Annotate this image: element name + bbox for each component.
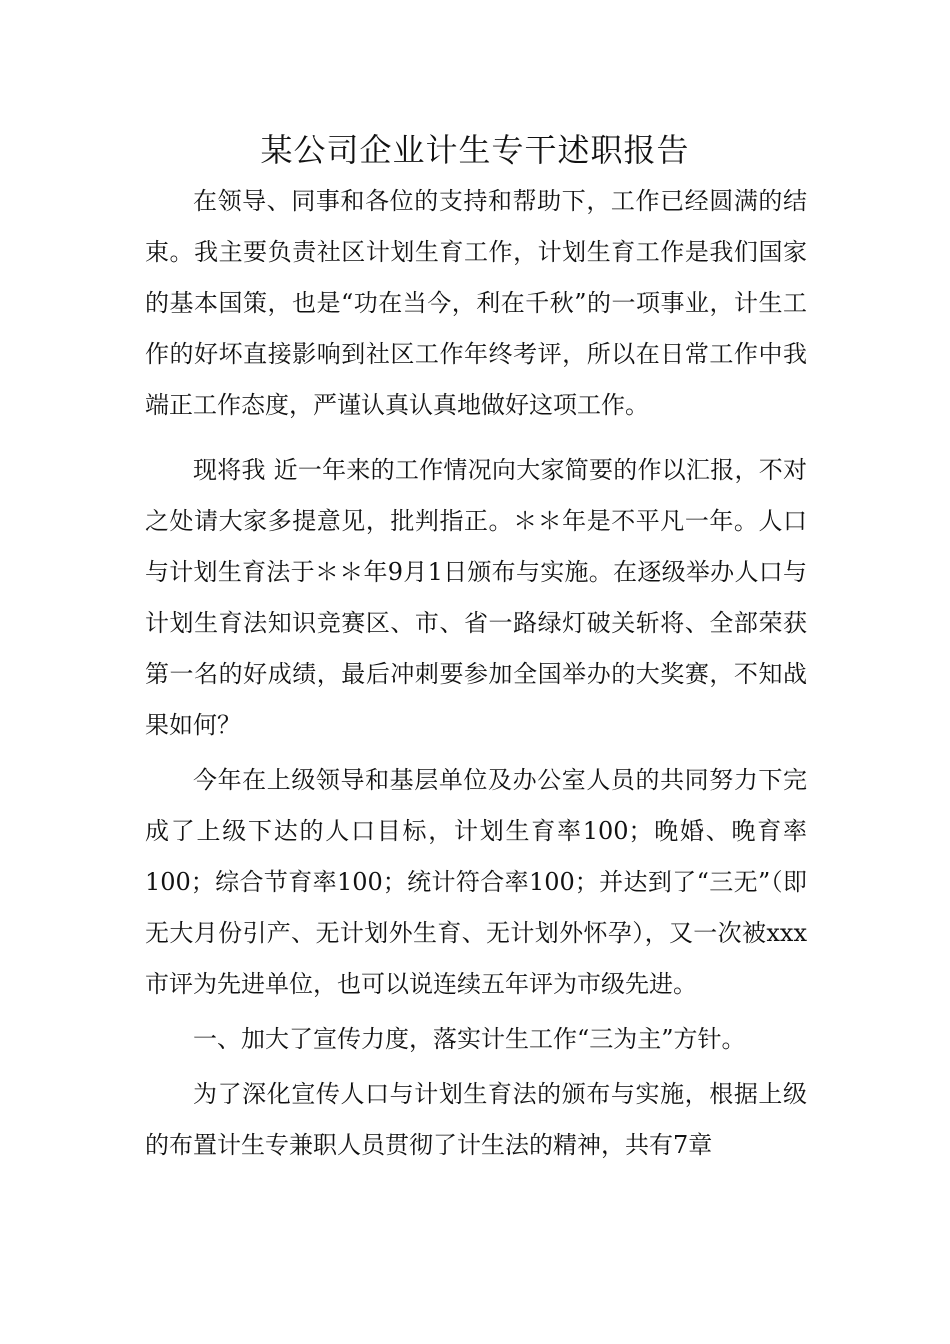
paragraph-intro: 在领导、同事和各位的支持和帮助下，工作已经圆满的结束。我主要负责社区计划生育工作，计划生育工作是我们国家的基本国策，也是“功在当今，利在千秋”的一项事业，计生工作的好坏直接影响到社区工作年终考评，所以在日常工作中我端正工作态度，严谨认真认真地做好这项工作。 [145, 187, 807, 419]
document-body [145, 176, 807, 1171]
paragraph-report-summary: 现将我 近一年来的工作情况向大家简要的作以汇报，不对之处请大家多提意见，批判指正。＊＊年是不平凡一年。人口与计划生育法于＊＊年9月1日颁布与实施。在逐级举办人口与计划生育法知识竞赛区、市、省一路绿灯破关斩将、全部荣获第一名的好成绩，最后冲刺要参加全国举办的大奖赛，不知战果如何？ [145, 456, 807, 739]
paragraph-annual-results: 今年在上级领导和基层单位及办公室人员的共同努力下完成了上级下达的人口目标，计划生育率100；晚婚、晚育率100；综合节育率100；统计符合率100；并达到了“三无”（即无大月份引产、无计划外生育、无计划外怀孕），又一次被xxx市评为先进单位，也可以说连续五年评为市级先进。 [145, 766, 807, 998]
paragraph-publicity: 为了深化宣传人口与计划生育法的颁布与实施，根据上级的布置计生专兼职人员贯彻了计生法的精神，共有7章 [145, 1080, 807, 1159]
section-heading-1: 一、加大了宣传力度，落实计生工作“三为主”方针。 [193, 1025, 746, 1053]
document-title: 某公司企业计生专干述职报告 [260, 131, 690, 169]
